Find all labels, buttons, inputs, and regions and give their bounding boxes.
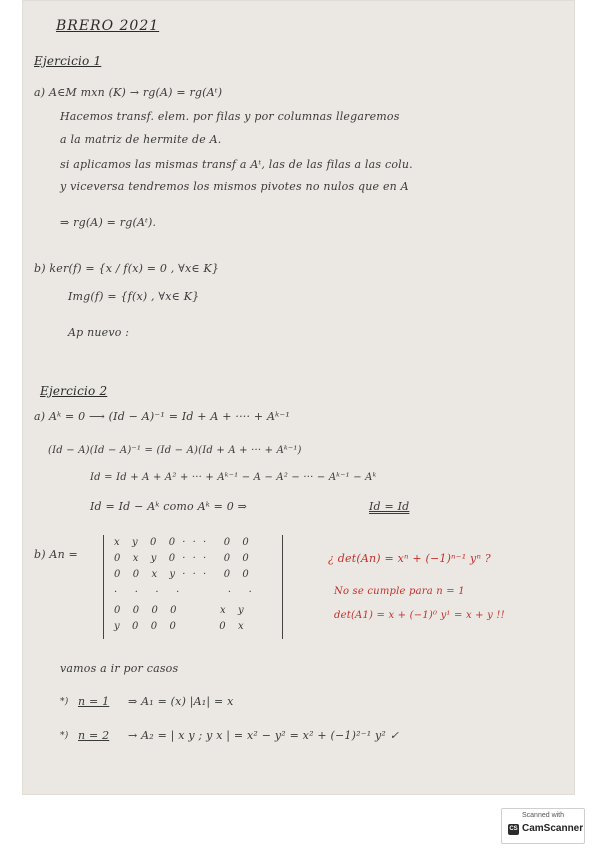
matrix-row-n: y 0 0 0 0 x [114, 621, 246, 632]
ex1-a-line-3: a la matriz de hermite de A. [60, 133, 222, 146]
exercise-1-heading: Ejercicio 1 [34, 54, 102, 68]
ex2-a-line-4: Id = Id − Aᵏ como Aᵏ = 0 ⇒ [90, 500, 248, 513]
ex2-a-statement: a) Aᵏ = 0 ⟶ (Id − A)⁻¹ = Id + A + ···· + Aᵏ⁻¹ [34, 410, 290, 423]
case-2-label: n = 2 [78, 729, 110, 742]
ex1-a-line-5: y viceversa tendremos los mismos pivotes no nulos que en A [60, 180, 409, 193]
scanned-page [22, 0, 575, 795]
watermark-line-2: CamScanner [522, 823, 584, 834]
ex2-b-counterexample: No se cumple para n = 1 [334, 586, 465, 597]
ex1-b-image: Img(f) = {f(x) , ∀x∈ K} [68, 290, 200, 303]
ex1-a-statement: a) A∈M mxn (K) → rg(A) = rg(Aᵗ) [34, 86, 223, 99]
matrix-row-3: 0 0 x y · · · 0 0 [114, 569, 251, 580]
case-1-bullet: *) [60, 697, 69, 707]
matrix-An [103, 535, 283, 639]
ex2-a-result: Id = Id [369, 500, 410, 513]
ex1-a-conclusion: ⇒ rg(A) = rg(Aᵗ). [60, 216, 157, 229]
matrix-row-1: x y 0 0 · · · 0 0 [114, 537, 251, 548]
ex1-b-note: Ap nuevo : [68, 326, 130, 339]
ex2-a-line-3: Id = Id + A + A² + ··· + Aᵏ⁻¹ − A − A² − ··· − Aᵏ⁻¹ − Aᵏ [90, 472, 377, 483]
camscanner-watermark [501, 808, 585, 844]
ex2-b-question: ¿ det(An) = xⁿ + (−1)ⁿ⁻¹ yⁿ ? [328, 552, 491, 565]
watermark-line-1: Scanned with [521, 812, 565, 819]
matrix-row-n-1: 0 0 0 0 x y [114, 605, 246, 616]
ex1-a-line-4: si aplicamos las mismas transf a Aᵗ, las de las filas a las colu. [60, 158, 413, 171]
ex1-a-line-2: Hacemos transf. elem. por filas y por columnas llegaremos [60, 110, 400, 123]
exercise-2-heading: Ejercicio 2 [40, 384, 108, 398]
case-2-bullet: *) [60, 731, 69, 741]
case-2-calc: → A₂ = | x y ; y x | = x² − y² = x² + (−1)²⁻¹ y² ✓ [128, 729, 400, 742]
camscanner-logo-icon: CS [508, 824, 519, 835]
page-title: BRERO 2021 [56, 18, 160, 34]
ex2-a-line-2: (Id − A)(Id − A)⁻¹ = (Id − A)(Id + A + ··· + Aᵏ⁻¹) [48, 445, 302, 456]
case-1-label: n = 1 [78, 695, 110, 708]
case-1-calc: ⇒ A₁ = (x) |A₁| = x [128, 695, 234, 708]
matrix-row-2: 0 x y 0 · · · 0 0 [114, 553, 251, 564]
ex2-b-counter-calc: det(A1) = x + (−1)⁰ y¹ = x + y !! [334, 610, 505, 621]
ex2-b-label: b) An = [34, 548, 78, 561]
ex1-b-kernel: b) ker(f) = {x / f(x) = 0 , ∀x∈ K} [34, 262, 220, 275]
matrix-row-dots: · · · · · · [114, 587, 254, 598]
ex2-b-cases-intro: vamos a ir por casos [60, 662, 179, 675]
